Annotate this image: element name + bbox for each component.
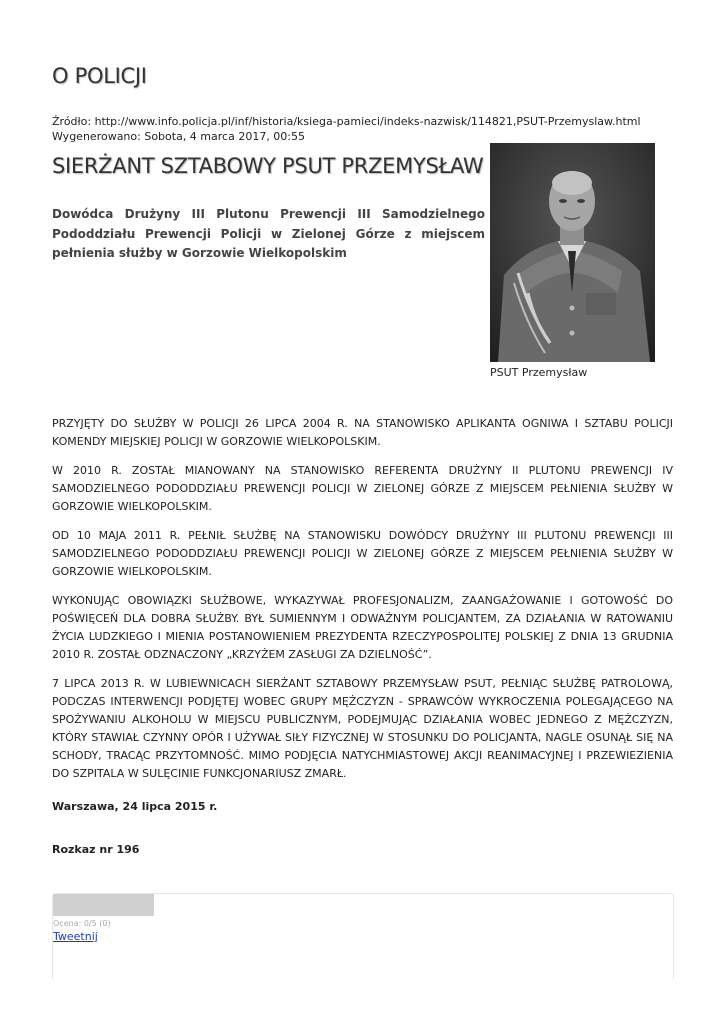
article-body (52, 415, 673, 794)
paragraph-5: 7 LIPCA 2013 R. W LUBIEWNICACH SIERŻANT SZTABOWY PRZEMYSŁAW PSUT, PEŁNIĄC SŁUŻBĘ PATROLOWĄ, PODCZAS INTERWENCJI PODJĘTEJ WOBEC GRUPY MĘŻCZYZN - SPRAWCÓW WYKROCZENIA POLEGAJĄCEGO NA SPOŻYWANIU ALKOHOLU W MIEJSCU PUBLICZNYM, PODEJMUJĄC DZIAŁANIA WOBEC JEDNEGO Z MĘŻCZYZN, KTÓRY STAWIAŁ CZYNNY OPÓR I UŻYWAŁ SIŁY FIZYCZNEJ W STOSUNKU DO POLICJANTA, NAGLE OSUNĄŁ SIĘ NA SCHODY, TRACĄC PRZYTOMNOŚĆ. MIMO PODJĘCIA NATYCHMIASTOWEJ AKCJI REANIMACYJNEJ I PRZEWIEZIENIA DO SZPITALA W SULĘCINIE FUNKCJONARIUSZ ZMARŁ. (52, 677, 673, 780)
source-url: Źródło: http://www.info.policja.pl/inf/historia/ksiega-pamieci/indeks-nazwisk/114821,PSUT-Przemyslaw.html (52, 115, 641, 128)
tweet-link[interactable]: Tweetnij (53, 930, 98, 943)
portrait-image (490, 143, 655, 362)
photo-caption: PSUT Przemysław (490, 366, 588, 379)
rating-panel (52, 893, 674, 979)
paragraph-3: OD 10 MAJA 2011 R. PEŁNIŁ SŁUŻBĘ NA STANOWISKU DOWÓDCY DRUŻYNY III PLUTONU PREWENCJI III SAMODZIELNEGO PODODDZIAŁU PREWENCJI POLICJI W ZIELONEJ GÓRZE Z MIEJSCEM PEŁNIENIA SŁUŻBY W GORZOWIE WIELKOPOLSKIM. (52, 529, 673, 578)
article-lead: Dowódca Drużyny III Plutonu Prewencji III Samodzielnego Pododdziału Prewencji Policji w Zielonej Górze z miejscem pełnienia służby w Gorzowie Wielkopolskim (52, 207, 485, 260)
generated-date: Wygenerowano: Sobota, 4 marca 2017, 00:55 (52, 129, 306, 143)
site-title: O POLICJI (52, 64, 147, 88)
document-date: Warszawa, 24 lipca 2015 r. (52, 800, 218, 813)
article-title: SIERŻANT SZTABOWY PSUT PRZEMYSŁAW (52, 154, 484, 178)
meta-info (52, 115, 641, 144)
paragraph-4: WYKONUJĄC OBOWIĄZKI SŁUŻBOWE, WYKAZYWAŁ PROFESJONALIZM, ZAANGAŻOWANIE I GOTOWOŚĆ DO POŚWIĘCEŃ DLA DOBRA SŁUŻBY. BYŁ SUMIENNYM I ODWAŻNYM POLICJANTEM, ZA DZIAŁANIA W RATOWANIU ŻYCIA LUDZKIEGO I MIENIA POSTANOWIENIEM PREZYDENTA RZECZYPOSPOLITEJ POLSKIEJ Z DNIA 13 GRUDNIA 2010 R. ZOSTAŁ ODZNACZONY „KRZYŻEM ZASŁUGI ZA DZIELNOŚĆ”. (52, 594, 673, 661)
paragraph-2: W 2010 R. ZOSTAŁ MIANOWANY NA STANOWISKO REFERENTA DRUŻYNY II PLUTONU PREWENCJI IV SAMODZIELNEGO PODODDZIAŁU PREWENCJI POLICJI W ZIELONEJ GÓRZE Z MIEJSCEM PEŁNIENIA SŁUŻBY W GORZOWIE WIELKOPOLSKIM. (52, 464, 673, 513)
portrait-photo (490, 143, 655, 362)
rating-stars[interactable] (53, 894, 154, 916)
paragraph-1: PRZYJĘTY DO SŁUŻBY W POLICJI 26 LIPCA 2004 R. NA STANOWISKO APLIKANTA OGNIWA I SZTABU POLICJI KOMENDY MIEJSKIEJ POLICJI W GORZOWIE WIELKOPOLSKIM. (52, 417, 673, 448)
order-number: Rozkaz nr 196 (52, 843, 140, 856)
rating-text: Ocena: 0/5 (0) (53, 919, 111, 928)
